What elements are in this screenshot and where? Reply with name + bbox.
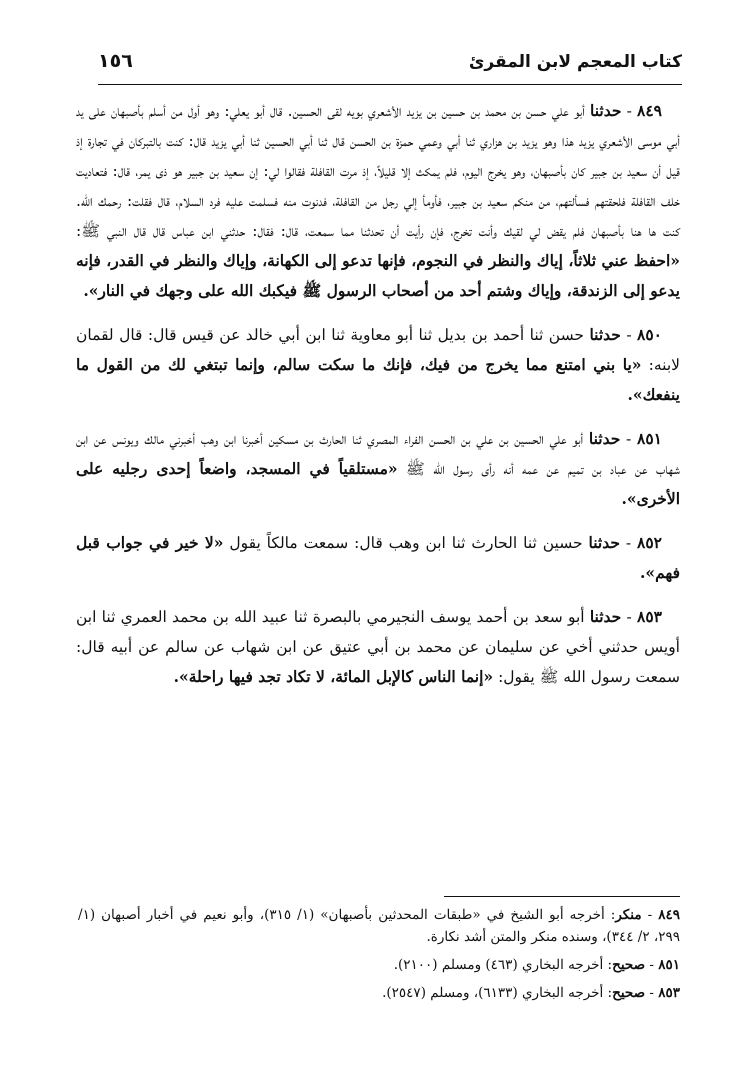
footnote-text: : أخرجه البخاري (٤٦٣) ومسلم (٢١٠٠).	[393, 957, 613, 973]
book-title: كتاب المعجم لابن المقرئ	[468, 52, 682, 72]
entry-text: أبو علي الحسين بن علي بن الحسن الفراء المصري ثنا الحارث بن مسكين أخبرنا ابن وهب أخبرني مالك ويونس عن ابن شهاب عن عباد بن تميم عن عمه أنه رأى رسول الله ﷺ	[76, 430, 680, 478]
entry-number: ٨٥٠	[637, 325, 662, 344]
footnotes	[78, 904, 680, 1010]
footnote-text: : أخرجه أبو الشيخ في «طبقات المحدثين بأصبهان» (١/ ٣١٥)، وأبو نعيم في أخبار أصبهان (١/ ٢٩٩، ٢/ ٣٤٤)، وسنده منكر والمتن أشد نكارة.	[78, 907, 680, 945]
page-number: ١٥٦	[98, 50, 133, 72]
entry-opening: حدثنا	[588, 533, 620, 552]
footnote-number: ٨٤٩	[658, 907, 680, 923]
entry-text: حسن ثنا أحمد بن بديل ثنا أبو معاوية ثنا ابن أبي خالد عن قيس قال: قال لقمان لابنه:	[76, 326, 680, 374]
entry-opening: حدثنا	[590, 101, 622, 120]
footnote-853: ٨٥٣ - صحيح: أخرجه البخاري (٦١٣٣)، ومسلم (٢٥٤٧).	[382, 985, 680, 1001]
footnote-849: ٨٤٩ - منكر: أخرجه أبو الشيخ في «طبقات المحدثين بأصبهان» (١/ ٣١٥)، وأبو نعيم في أخبار أصبهان (١/ ٢٩٩، ٢/ ٣٤٤)، وسنده منكر والمتن أشد نكارة.	[78, 907, 680, 945]
entry-number: ٨٥١	[637, 429, 662, 448]
entry-quote: «إنما الناس كالإبل المائة، لا تكاد تجد فيها راحلة».	[173, 667, 494, 686]
hadith-entry-853: ٨٥٣ - حدثنا أبو سعد بن أحمد يوسف النجيرمي بالبصرة ثنا عبيد الله بن محمد العمري ثنا ابن أويس حدثني أخي عن سليمان عن محمد بن أبي عتيق عن ابن شهاب عن سالم عن أبيه قال: سمعت رسول الله ﷺ يقول: «إنما الناس كالإبل المائة، لا تكاد تجد فيها راحلة».	[76, 607, 680, 686]
entry-opening: حدثنا	[589, 607, 622, 626]
hadith-entry-851: ٨٥١ - حدثنا أبو علي الحسين بن علي بن الحسن الفراء المصري ثنا الحارث بن مسكين أخبرنا ابن وهب أخبرني مالك ويونس عن ابن شهاب عن عباد بن تميم عن عمه أنه رأى رسول الله ﷺ «مستلقياً في المسجد، واضعاً إحدى رجليه على الأخرى».	[76, 429, 680, 508]
entry-opening: حدثنا	[589, 325, 621, 344]
entry-quote: «احفظ عني ثلاثاً، إياك والنظر في النجوم، فإنها تدعو إلى الكهانة، وإياك والنظر في القدر، فإنه يدعو إلى الزندقة، وإياك وشتم أحد من أصحاب الرسول ﷺ فيكبك الله على وجهك في النار».	[76, 251, 680, 300]
main-text	[76, 96, 680, 706]
footnote-grade: منكر	[615, 907, 642, 923]
footnote-number: ٨٥١	[658, 957, 680, 973]
hadith-entry-849: ٨٤٩ - حدثنا أبو علي حسن بن محمد بن حسين بن يزيد الأشعري بويه لقى الحسين. قال أبو يعلي: وهو أول من أسلم بأصبهان على يد أبي موسى الأشعري يزيد هذا وهو يزيد بن هزاري ثنا أبي وعمي حمزة بن الحسن قال ثنا أبي الحسين ثنا أبي يزيد قال: كنت بالتبركان في تجارة إذ قيل أن سعيد بن جبير كان بأصبهان، وهو يخرج اليوم، فلم يمكث إلا قليلاً، إذ مرت القافلة فقالوا لي: إن سعيد بن جبير هو ذى يمر، قال: فتعاديت خلف القافلة فلحقتهم فسألتهم، من منكم سعيد بن جبير، فأومأ إلي رجل من القافلة، فدنوت منه فسلمت عليه فرد السلام، قال فقلت: رحمك الله. كنت ها هنا بأصبهان فلم يقض لي لقيك وأنت تخرج، فإن رأيت أن تحدثنا مما سمعت، قال: فقال: حدثني ابن عباس قال قال النبي ﷺ: «احفظ عني ثلاثاً، إياك والنظر في النجوم، فإنها تدعو إلى الكهانة، وإياك والنظر في القدر، فإنه يدعو إلى الزندقة، وإياك وشتم أحد من أصحاب الرسول ﷺ فيكبك الله على وجهك في النار».	[76, 101, 680, 300]
footnote-851: ٨٥١ - صحيح: أخرجه البخاري (٤٦٣) ومسلم (٢١٠٠).	[393, 957, 680, 973]
entry-text: حسين ثنا الحارث ثنا ابن وهب قال: سمعت مالكاً يقول	[229, 534, 583, 552]
footnote-number: ٨٥٣	[658, 985, 680, 1001]
entry-quote: «لا خير في جواب قبل فهم».	[76, 533, 680, 582]
entry-number: ٨٤٩	[637, 101, 662, 120]
page-header	[98, 48, 682, 85]
footnote-divider	[444, 896, 680, 897]
footnote-text: : أخرجه البخاري (٦١٣٣)، ومسلم (٢٥٤٧).	[382, 985, 613, 1001]
footnote-grade: صحيح	[612, 957, 646, 973]
entry-text: أبو سعد بن أحمد يوسف النجيرمي بالبصرة ثنا عبيد الله بن محمد العمري ثنا ابن أويس حدثني أخي عن سليمان عن محمد بن أبي عتيق عن ابن شهاب عن سالم عن أبيه قال: سمعت رسول الله ﷺ يقول:	[76, 608, 680, 686]
entry-number: ٨٥٣	[637, 607, 662, 626]
hadith-entry-850: ٨٥٠ - حدثنا حسن ثنا أحمد بن بديل ثنا أبو معاوية ثنا ابن أبي خالد عن قيس قال: قال لقمان لابنه: «يا بني امتنع مما يخرج من فيك، فإنك ما سكت سالم، وإنما تبتغي لك من القول ما ينفعك».	[76, 325, 680, 404]
hadith-entry-852: ٨٥٢ - حدثنا حسين ثنا الحارث ثنا ابن وهب قال: سمعت مالكاً يقول «لا خير في جواب قبل فهم».	[76, 533, 680, 582]
footnote-grade: صحيح	[612, 985, 646, 1001]
entry-text: أبو علي حسن بن محمد بن حسين بن يزيد الأشعري بويه لقى الحسين. قال أبو يعلي: وهو أول من أسلم بأصبهان على يد أبي موسى الأشعري يزيد هذا وهو يزيد بن هزاري ثنا أبي وعمي حمزة بن الحسن قال ثنا أبي الحسين ثنا أبي يزيد قال: كنت بالتبركان في تجارة إذ قيل أن سعيد بن جبير كان بأصبهان، وهو يخرج اليوم، فلم يمكث إلا قليلاً، إذ مرت القافلة فقالوا لي: إن سعيد بن جبير هو ذى يمر، قال: فتعاديت خلف القافلة فلحقتهم فسألتهم، من منكم سعيد بن جبير، فأومأ إلي رجل من القافلة، فدنوت منه فسلمت عليه فرد السلام، قال فقلت: رحمك الله. كنت ها هنا بأصبهان فلم يقض لي لقيك وأنت تخرج، فإن رأيت أن تحدثنا مما سمعت، قال: فقال: حدثني ابن عباس قال قال النبي ﷺ:	[76, 102, 680, 240]
entry-number: ٨٥٢	[637, 533, 662, 552]
entry-opening: حدثنا	[588, 429, 621, 448]
entry-quote: «مستلقياً في المسجد، واضعاً إحدى رجليه على الأخرى».	[76, 459, 680, 508]
entry-quote: «يا بني امتنع مما يخرج من فيك، فإنك ما سكت سالم، وإنما تبتغي لك من القول ما ينفعك».	[76, 355, 680, 404]
